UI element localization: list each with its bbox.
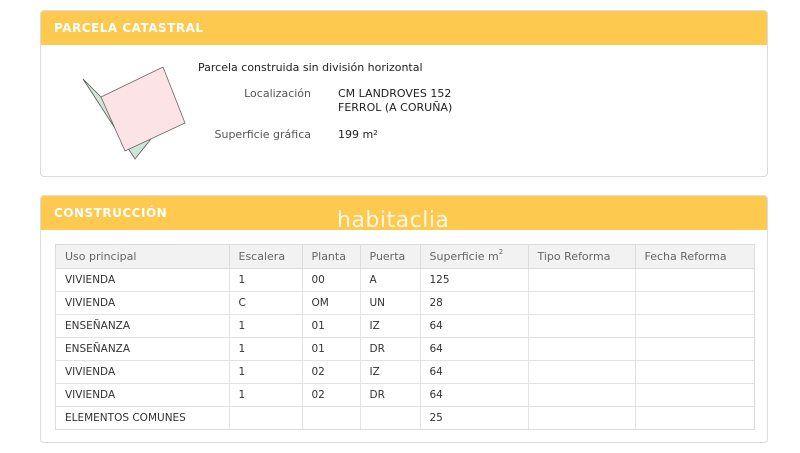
cell-tipo-reforma (528, 292, 635, 315)
cell-tipo-reforma (528, 361, 635, 384)
col-superficie (420, 245, 528, 269)
col-superficie-label: Superficie m (429, 250, 499, 263)
cell-superficie: 28 (420, 292, 528, 315)
cell-puerta: DR (360, 338, 420, 361)
cell-escalera: 1 (229, 338, 302, 361)
cell-fecha-reforma (635, 315, 754, 338)
col-fecha-reforma: Fecha Reforma (635, 245, 754, 269)
col-escalera: Escalera (229, 245, 302, 269)
cell-puerta: DR (360, 384, 420, 407)
construccion-header: CONSTRUCCIÓN (41, 196, 767, 230)
cell-tipo-reforma (528, 338, 635, 361)
cell-uso: VIVIENDA (56, 384, 229, 407)
cell-planta: 01 (302, 315, 360, 338)
cell-planta: 02 (302, 361, 360, 384)
cell-planta (302, 407, 360, 430)
cell-escalera: 1 (229, 315, 302, 338)
cell-tipo-reforma (528, 269, 635, 292)
table-row (56, 292, 754, 315)
table-header-row (56, 245, 754, 269)
localizacion-value (338, 87, 452, 115)
cell-uso: ENSEÑANZA (56, 338, 229, 361)
cell-puerta: IZ (360, 315, 420, 338)
superficie-unit-superscript: 2 (373, 129, 378, 137)
cell-escalera: C (229, 292, 302, 315)
table-row (56, 338, 754, 361)
cell-superficie: 25 (420, 407, 528, 430)
parcel-shape (101, 67, 185, 151)
cell-superficie: 64 (420, 384, 528, 407)
cell-uso: VIVIENDA (56, 292, 229, 315)
cell-planta: OM (302, 292, 360, 315)
cell-planta: 00 (302, 269, 360, 292)
cell-escalera: 1 (229, 384, 302, 407)
cell-planta: 02 (302, 384, 360, 407)
watermark-logo: habitaclia (337, 208, 450, 233)
cell-superficie: 64 (420, 361, 528, 384)
cell-fecha-reforma (635, 361, 754, 384)
cell-puerta: IZ (360, 361, 420, 384)
col-planta: Planta (302, 245, 360, 269)
table-row (56, 315, 754, 338)
parcela-header: PARCELA CATASTRAL (41, 11, 767, 45)
table-row (56, 407, 754, 430)
cell-superficie: 64 (420, 315, 528, 338)
table-row (56, 269, 754, 292)
cell-fecha-reforma (635, 384, 754, 407)
table-row (56, 384, 754, 407)
localizacion-label: Localización (244, 87, 311, 100)
col-puerta: Puerta (360, 245, 420, 269)
superficie-number: 199 m (338, 128, 374, 141)
cell-superficie: 125 (420, 269, 528, 292)
cell-uso: VIVIENDA (56, 269, 229, 292)
cell-fecha-reforma (635, 338, 754, 361)
localizacion-line2: FERROL (A CORUÑA) (338, 101, 453, 114)
table-row (56, 361, 754, 384)
cell-escalera (229, 407, 302, 430)
cell-uso: VIVIENDA (56, 361, 229, 384)
cell-escalera: 1 (229, 269, 302, 292)
construccion-table-wrapper (55, 244, 755, 430)
cell-uso: ELEMENTOS COMUNES (56, 407, 229, 430)
parcela-catastral-panel (40, 10, 768, 177)
cell-superficie: 64 (420, 338, 528, 361)
cell-tipo-reforma (528, 407, 635, 430)
cell-puerta (360, 407, 420, 430)
localizacion-line1: CM LANDROVES 152 (338, 87, 452, 100)
superficie-value (338, 128, 378, 142)
cell-fecha-reforma (635, 407, 754, 430)
construccion-table (56, 245, 754, 429)
cell-puerta: UN (360, 292, 420, 315)
cell-tipo-reforma (528, 315, 635, 338)
parcel-plot-map (79, 67, 189, 167)
col-uso-principal: Uso principal (56, 245, 229, 269)
parcel-description: Parcela construida sin división horizontal (198, 61, 423, 74)
col-tipo-reforma: Tipo Reforma (528, 245, 635, 269)
col-superficie-superscript: 2 (498, 248, 504, 256)
superficie-label: Superficie gráfica (214, 128, 311, 141)
cell-escalera: 1 (229, 361, 302, 384)
cell-tipo-reforma (528, 384, 635, 407)
cell-uso: ENSEÑANZA (56, 315, 229, 338)
cell-puerta: A (360, 269, 420, 292)
cell-fecha-reforma (635, 292, 754, 315)
cell-fecha-reforma (635, 269, 754, 292)
cell-planta: 01 (302, 338, 360, 361)
